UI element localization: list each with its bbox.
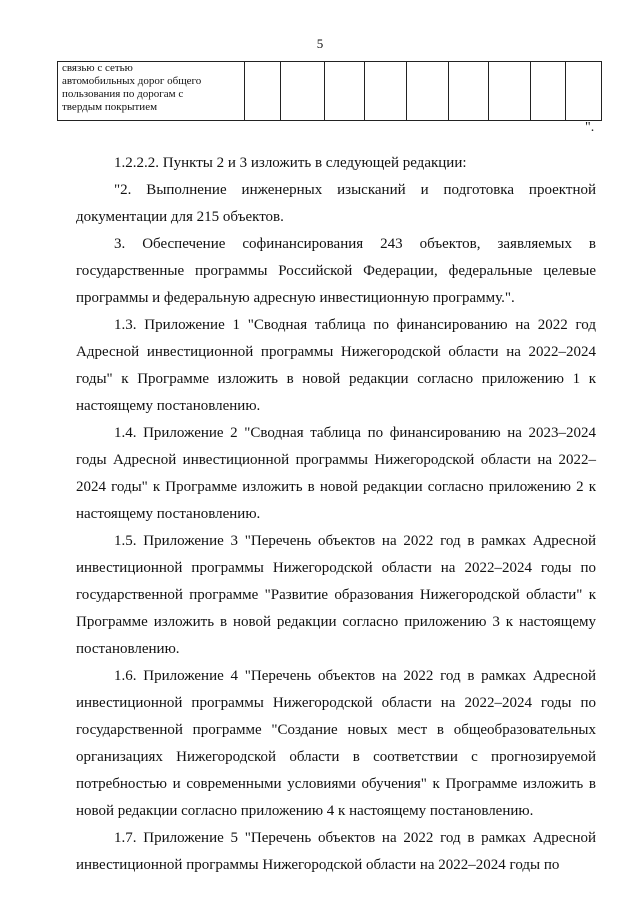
paragraph-1-4: 1.4. Приложение 2 "Сводная таблица по финансированию на 2023–2024 годы Адресной инвестиционной программы Нижегородской области на 2022–2024 годы" к Программе изложить в новой редакции согласно приложению 2 к настоящему постановлению. — [76, 425, 596, 522]
table-cell — [281, 62, 325, 121]
cell-line: пользования по дорогам с — [62, 88, 184, 100]
paragraph-1-2-2-2: 1.2.2.2. Пункты 2 и 3 изложить в следующей редакции: — [114, 155, 467, 171]
paragraph-1-3: 1.3. Приложение 1 "Сводная таблица по финансированию на 2022 год Адресной инвестиционной программы Нижегородской области на 2022–2024 годы" к Программе изложить в новой редакции согласно приложению 1 к настоящему постановлению. — [76, 317, 596, 414]
table-cell — [245, 62, 281, 121]
document-body — [76, 150, 596, 879]
cell-line: твердым покрытием — [62, 101, 158, 113]
table-cell — [325, 62, 365, 121]
table-cell — [566, 62, 602, 121]
paragraph-1-6: 1.6. Приложение 4 "Перечень объектов на 2022 год в рамках Адресной инвестиционной программы Нижегородской области на 2022–2024 годы по государственной программе "Создание новых мест в общеобразовательных организациях Нижегородской области в соответствии с прогнозируемой потребностью и современными условиями обучения" к Программе изложить в новой редакции согласно приложению 4 к настоящему постановлению. — [76, 668, 596, 819]
table-cell — [489, 62, 531, 121]
table-cell-object-name — [58, 62, 245, 121]
paragraph-item-3: 3. Обеспечение софинансирования 243 объектов, заявляемых в государственные программы Российской Федерации, федеральные целевые программы и федеральную адресную инвестиционную программу.". — [76, 236, 596, 306]
page-number: 5 — [316, 36, 324, 51]
paragraph-item-2: "2. Выполнение инженерных изысканий и подготовка проектной документации для 215 объектов. — [76, 182, 596, 225]
cell-line: автомобильных дорог общего — [62, 75, 202, 87]
paragraph-1-5: 1.5. Приложение 3 "Перечень объектов на 2022 год в рамках Адресной инвестиционной программы Нижегородской области на 2022–2024 годы по государственной программе "Развитие образования Нижегородской области" к Программе изложить в новой редакции согласно приложению 3 к настоящему постановлению. — [76, 533, 596, 657]
cell-line: связью с сетью — [62, 62, 133, 74]
table-cell — [407, 62, 449, 121]
table-tail — [57, 61, 602, 121]
table-cell — [531, 62, 566, 121]
table-cell — [449, 62, 489, 121]
paragraph-1-7: 1.7. Приложение 5 "Перечень объектов на 2022 год в рамках Адресной инвестиционной программы Нижегородской области на 2022–2024 годы по — [76, 830, 596, 873]
table-row — [58, 62, 602, 121]
table-cell — [365, 62, 407, 121]
closing-quote: ". — [585, 120, 595, 135]
